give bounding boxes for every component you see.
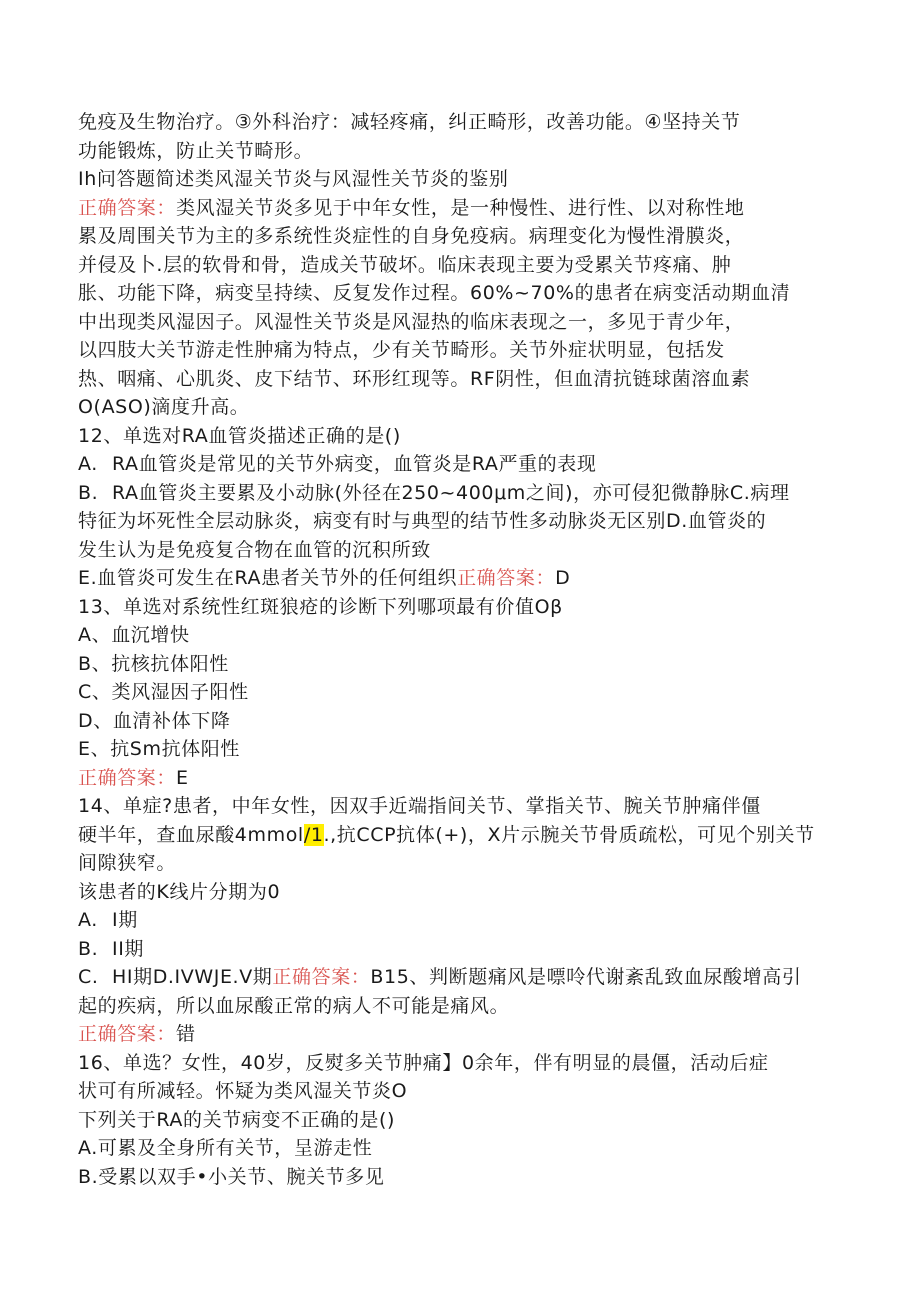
text-line: 中出现类风湿因子。风湿性关节炎是风湿热的临床表现之一，多见于青少年，	[78, 310, 745, 333]
option-text: II期	[112, 937, 145, 960]
question-12-title: 12、单选对RA血管炎描述正确的是()	[78, 424, 401, 447]
question-16-title: 16、单选？女性，40岁，反熨多关节肿痛】0余年，伴有明显的晨僵，活动后症	[78, 1051, 769, 1074]
answer-value: D	[555, 567, 571, 589]
text-line: 发生认为是免疫复合物在血管的沉积所致	[78, 538, 431, 561]
option-text: E.血管炎可发生在RA患者关节外的任何组织	[78, 567, 458, 589]
answer-label: 正确答案：	[272, 966, 371, 988]
option-text: RA血管炎主要累及小动脉(外径在250~400μm之间)，亦可侵犯微静脉C.病理	[112, 481, 790, 504]
text-line: 并侵及卜.层的软骨和骨，造成关节破坏。临床表现主要为受累关节疼痛、肿	[78, 253, 732, 276]
option-c: C、类风湿因子阳性	[78, 681, 249, 703]
answer-label: 正确答案：	[78, 766, 177, 789]
text-fragment: .,抗CCP抗体(+)，X片示腕关节骨质疏松，可见个别关节	[323, 823, 815, 846]
answer-label: 正确答案：	[78, 196, 177, 219]
text-line: 热、咽痛、心肌炎、皮下结节、环形红现等。RF阴性，但血清抗链球菌溶血素	[78, 367, 751, 390]
option-b	[78, 479, 848, 508]
text-line: 免疫及生物治疗。③外科治疗：减轻疼痛，纠正畸形，改善功能。④坚持关节	[78, 111, 741, 133]
answer-line	[78, 1020, 848, 1049]
option-e-with-answer	[78, 564, 848, 593]
answer-label: 正确答案：	[457, 567, 556, 589]
text-line	[78, 821, 848, 850]
answer-label: 正确答案：	[78, 1023, 177, 1045]
question-11-title: Ih问答题简述类风湿关节炎与风湿性关节炎的鉴别	[78, 168, 509, 190]
answer-line	[78, 194, 848, 223]
answer-text: 类风湿关节炎多见于中年女性，是一种慢性、进行性、以对称性地	[176, 196, 745, 219]
option-a: A.可累及全身所有关节，呈游走性	[78, 1137, 373, 1159]
text-fragment: 硬半年，查血尿酸4mmol	[78, 823, 304, 846]
option-letter: B.	[78, 937, 99, 960]
option-letter: A.	[78, 909, 98, 931]
option-letter: C.	[78, 966, 99, 988]
text-line: 以四肢大关节游走性肿痛为特点，少有关节畸形。关节外症状明显，包括发	[78, 339, 725, 361]
question-14-title: 14、单症?患者，中年女性，因双手近端指间关节、掌指关节、腕关节肿痛伴僵	[78, 795, 761, 817]
text-line: 功能锻炼，防止关节畸形。	[78, 139, 314, 162]
sub-question: 该患者的K线片分期为0	[78, 880, 281, 903]
text-line: 累及周围关节为主的多系统性炎症性的自身免疫病。病理变化为慢性滑膜炎，	[78, 225, 745, 247]
option-e: E、抗Sm抗体阳性	[78, 738, 240, 760]
option-a: A、血沉增快	[78, 624, 190, 646]
answer-line	[78, 764, 848, 793]
answer-value: E	[176, 766, 189, 789]
option-a	[78, 906, 848, 935]
option-d: D、血清补体下降	[78, 709, 231, 732]
option-letter: A.	[78, 453, 98, 475]
option-letter: B.	[78, 481, 99, 504]
option-text: RA血管炎是常见的关节外病变，血管炎是RA严重的表现	[112, 453, 597, 475]
highlighted-text: /1	[303, 823, 324, 846]
option-text: HI期D.IVWJE.V期	[112, 966, 273, 988]
text-line: O(ASO)滴度升高。	[78, 396, 250, 418]
answer-value: 错	[176, 1023, 196, 1045]
text-line: 胀、功能下降，病变呈持续、反复发作过程。60%~70%的患者在病变活动期血清	[78, 282, 791, 304]
option-c-with-answer	[78, 963, 848, 992]
text-line: 特征为坏死性全层动脉炎，病变有时与典型的结节性多动脉炎无区别D.血管炎的	[78, 510, 767, 532]
text-line: 起的疾病，所以血尿酸正常的病人不可能是痛风。	[78, 994, 510, 1017]
document-body	[78, 108, 848, 1191]
answer-and-next-question: B15、判断题痛风是嘌呤代谢紊乱致血尿酸增高引	[370, 966, 802, 988]
sub-question: 下列关于RA的关节病变不正确的是()	[78, 1108, 396, 1131]
option-b: B、抗核抗体阳性	[78, 652, 229, 675]
option-text: I期	[112, 909, 138, 931]
option-b	[78, 935, 848, 964]
text-line: 间隙狭窄。	[78, 852, 177, 874]
text-line: 状可有所减轻。怀疑为类风湿关节炎O	[78, 1080, 408, 1102]
question-13-title: 13、单选对系统性红斑狼疮的诊断下列哪项最有价值Oβ	[78, 595, 563, 618]
option-b: B.受累以双手•小关节、腕关节多见	[78, 1165, 385, 1188]
option-a	[78, 450, 848, 479]
